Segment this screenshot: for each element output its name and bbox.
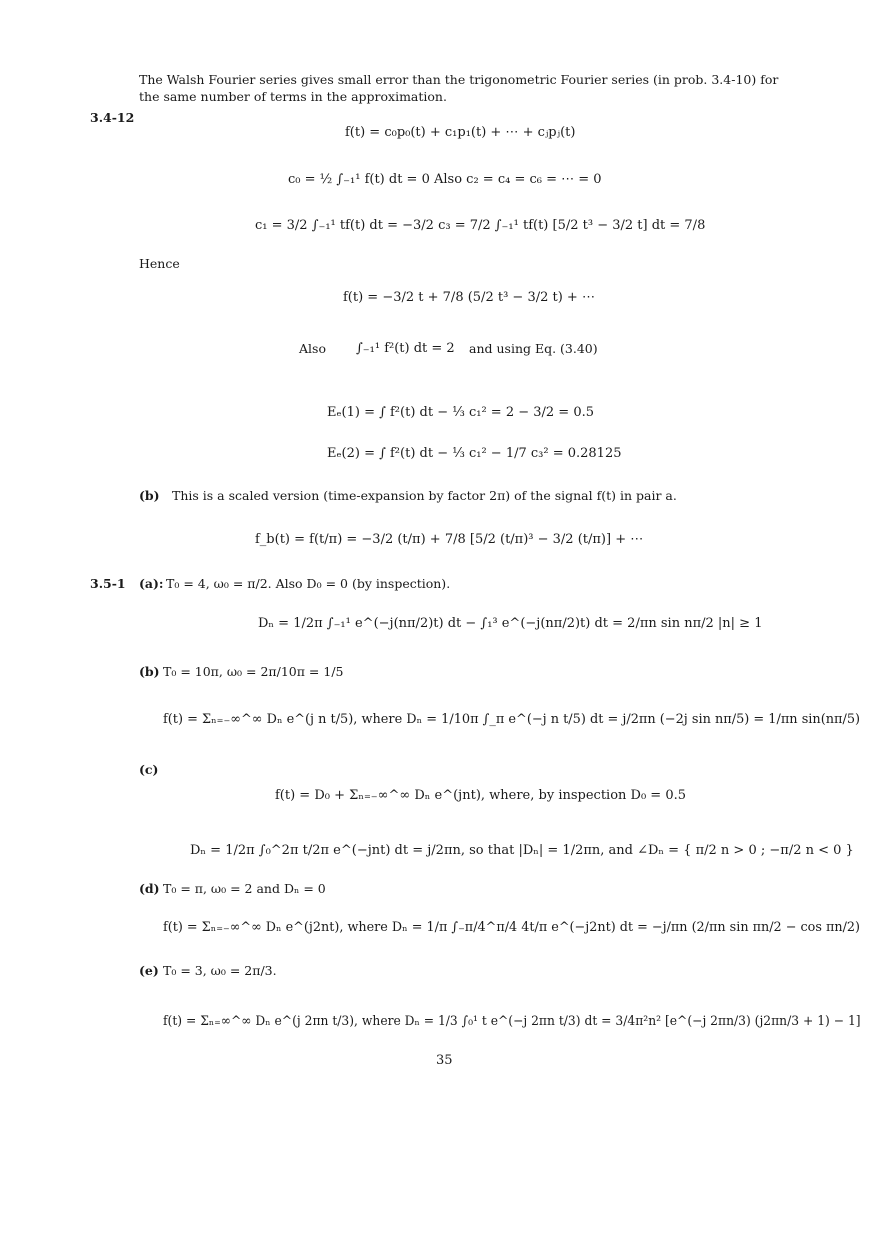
equation-fb351: f(t) = Σₙ₌₋∞^∞ Dₙ e^(j n t/5), where Dₙ = 1/10π ∫_π e^(−j n t/5) dt = j/2πn (−2j sin nπ/5) = 1/πn sin(nπ/5) [163,712,861,727]
label-using-eq: and using Eq. (3.40) [469,341,598,356]
equation-fd351: f(t) = Σₙ₌₋∞^∞ Dₙ e^(j2nt), where Dₙ = 1/π ∫₋π/4^π/4 4t/π e^(−j2nt) dt = −j/πn (2/πn sin πn/2 − cos πn/2) [163,920,861,935]
label-hence: Hence [139,256,180,271]
part-a-label: (a): [139,576,164,591]
equation-dn-c: Dₙ = 1/2π ∫₀^2π t/2π e^(−jnt) dt = j/2πn, so that |Dₙ| = 1/2πn, and ∠Dₙ = { π/2 n > 0 ; −π/2 n < 0 } [190,843,854,858]
page-number: 35 [436,1053,453,1068]
equation-ee1: Eₑ(1) = ∫ f²(t) dt − ⅓ c₁² = 2 − 3/2 = 0.5 [327,405,595,420]
label-also: Also [299,341,326,356]
equation-c1-c3: c₁ = 3/2 ∫₋₁¹ tf(t) dt = −3/2 c₃ = 7/2 ∫₋₁¹ tf(t) [5/2 t³ − 3/2 t] dt = 7/8 [255,218,706,233]
equation-ee2: Eₑ(2) = ∫ f²(t) dt − ⅓ c₁² − 1/7 c₃² = 0.28125 [327,446,622,461]
equation-f-approx: f(t) = −3/2 t + 7/8 (5/2 t³ − 3/2 t) + ⋯ [343,290,595,305]
part-a-text: T₀ = 4, ω₀ = π/2. Also D₀ = 0 (by inspection). [166,576,451,591]
part-b2-text: T₀ = 10π, ω₀ = 2π/10π = 1/5 [163,664,344,679]
part-e-label: (e) [139,963,159,978]
part-b-text: This is a scaled version (time-expansion by factor 2π) of the signal f(t) in pair a. [172,488,677,503]
equation-fb: f_b(t) = f(t/π) = −3/2 (t/π) + 7/8 [5/2 (t/π)³ − 3/2 (t/π)] + ⋯ [255,532,644,547]
problem-number-3-5-1: 3.5-1 [90,576,126,591]
part-e-text: T₀ = 3, ω₀ = 2π/3. [163,963,277,978]
problem-number-3-4-12: 3.4-12 [90,110,135,125]
part-b2-label: (b) [139,664,160,679]
equation-dn-a: Dₙ = 1/2π ∫₋₁¹ e^(−j(nπ/2)t) dt − ∫₁³ e^(−j(nπ/2)t) dt = 2/πn sin nπ/2 |n| ≥ 1 [258,616,763,631]
equation-energy: ∫₋₁¹ f²(t) dt = 2 [356,341,455,356]
equation-f-series: f(t) = c₀p₀(t) + c₁p₁(t) + ⋯ + cⱼpⱼ(t) [345,125,576,140]
part-d-text: T₀ = π, ω₀ = 2 and Dₙ = 0 [163,881,326,896]
intro-paragraph: The Walsh Fourier series gives small error than the trigonometric Fourier series (in prob. 3.4-10) for the same number of terms in the approximation. [139,72,779,104]
part-b-label: (b) [139,488,160,503]
equation-fe351: f(t) = Σₙ₌∞^∞ Dₙ e^(j 2πn t/3), where Dₙ = 1/3 ∫₀¹ t e^(−j 2πn t/3) dt = 3/4π²n² [e^(−j 2πn/3) (j2πn/3 + 1) − 1] [163,1014,861,1029]
part-c-label: (c) [139,762,159,777]
equation-c0: c₀ = ½ ∫₋₁¹ f(t) dt = 0 Also c₂ = c₄ = c₆ = ⋯ = 0 [288,172,602,187]
equation-fc351: f(t) = D₀ + Σₙ₌₋∞^∞ Dₙ e^(jnt), where, by inspection D₀ = 0.5 [275,788,686,803]
part-d-label: (d) [139,881,160,896]
